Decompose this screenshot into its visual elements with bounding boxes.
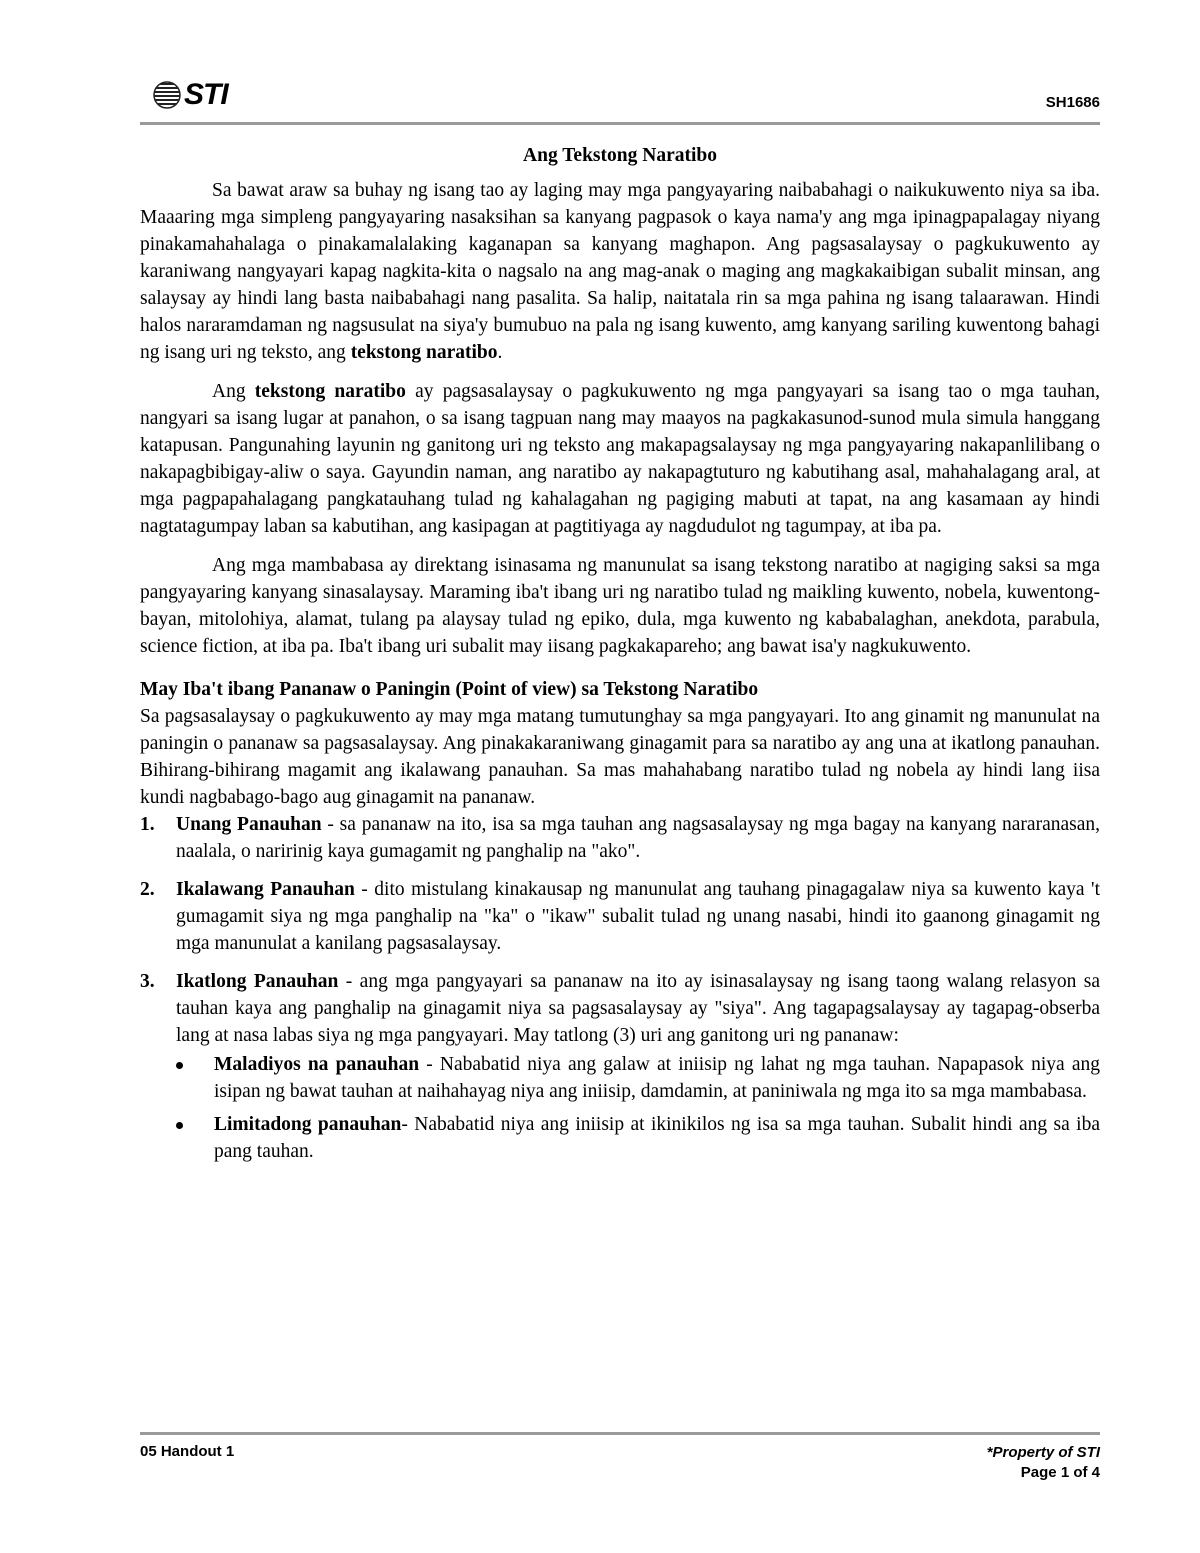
bold-term: tekstong naratibo (350, 342, 498, 363)
sub-list-item (176, 1111, 1100, 1165)
paragraph-1 (140, 177, 1100, 366)
header-divider (140, 122, 1100, 125)
sti-logo (152, 80, 228, 110)
list-term: Unang Panauhan (176, 814, 322, 835)
paragraph-text: ay pagsasalaysay o pagkukuwento ng mga pangyayari sa isang tao o mga tauhan, nangyari sa isang lugar at panahon, o sa isang tagpuan nang may maayos na pagkakasunod-sunod mula simula hanggang katapusan. Pangunahing layunin ng ganitong uri ng teksto ang makapagsalaysay ng mga pangyayaring nakapanlilibang o nakapagbibigay-aliw o saya. Gayundin naman, ang naratibo ay nakapagtuturo ng kabutihang asal, mahahalagang aral, at mga pagpapahalagang pangkatauhang tulad ng kahalagahan ng pagiging mabuti at tapat, na ang kasamaan ay hindi nagtatagumpay laban sa kabutihan, ang kasipagan at pagtitiyaga ay nagdudulot ng tagumpay, at iba pa. (140, 381, 1100, 537)
bold-term: tekstong naratibo (254, 381, 406, 402)
handout-label: 05 Handout 1 (140, 1443, 235, 1460)
paragraph-text: Ang (212, 381, 255, 402)
sub-list-item (176, 1051, 1100, 1105)
sub-list (176, 1051, 1100, 1165)
list-text: - ang mga pangyayari sa pananaw na ito ay isinasalaysay ng isang taong walang relasyon sa tauhan kaya ang panghalip na ginagamit niya sa pagsasalaysay ay "siya". Ang tagapagsalaysay ay tagapag-obserba lang at nasa labas siya ng mga pangyayari. May tatlong (3) uri ang ganitong uri ng pananaw: (176, 971, 1101, 1046)
list-text: - Nababatid niya ang iniisip at ikinikilos ng isa sa mga tauhan. Subalit hindi ang sa iba pang tauhan. (214, 1114, 1100, 1162)
list-term: Limitadong panauhan (214, 1114, 402, 1135)
logo-text: STI (184, 78, 228, 111)
list-term: Maladiyos na panauhan (214, 1054, 420, 1075)
paragraph-3: Ang mga mambabasa ay direktang isinasama ng manunulat sa isang tekstong naratibo at nagiging saksi sa mga pangyayaring kanyang sinasalaysay. Maraming iba't ibang uri ng naratibo tulad ng maikling kuwento, nobela, kuwentong-bayan, mitolohiya, alamat, tulang pa alaysay tulad ng epiko, dula, mga kuwento ng kababalaghan, anekdota, parabula, science fiction, at iba pa. Iba't ibang uri subalit may iisang pagkakapareho; ang bawat isa'y nagkukuwento. (140, 555, 1100, 657)
paragraph-text: . (497, 342, 503, 363)
footer-divider (140, 1432, 1100, 1435)
property-notice: *Property of STI (986, 1444, 1100, 1461)
bullet-icon (176, 1122, 183, 1129)
point-of-view-list (140, 811, 1100, 1165)
list-text: - sa pananaw na ito, isa sa mga tauhan ang nagsasalaysay ng mga bagay na kanyang nararanasan, naalala, o naririnig kaya gumagamit ng panghalip na "ako". (176, 814, 1100, 862)
list-text: - Nababatid niya ang galaw at iniisip ng lahat ng mga tauhan. Napapasok niya ang isipan ng bawat tauhan at naihahayag niya ang iniisip, damdamin, at paniniwala ng mga ito sa mga mambabasa. (214, 1054, 1100, 1102)
list-item (140, 876, 1100, 957)
list-number: 2. (140, 879, 155, 900)
list-item (140, 968, 1100, 1165)
list-item (140, 811, 1100, 865)
list-term: Ikalawang Panauhan (176, 879, 355, 900)
section-intro: Sa pagsasalaysay o pagkukuwento ay may mga matang tumutunghay sa mga pangyayari. Ito ang ginamit ng manunulat na paningin o pananaw sa pagsasalaysay. Ang pinakakaraniwang ginagamit para sa naratibo ay ang una at ikatlong panauhan. Bihirang-bihirang magamit ang ikalawang panauhan. Sa mas mahahabang naratibo tulad ng nobela ay hindi lang iisa kundi nagbabago-bago aug ginagamit na pananaw. (140, 706, 1100, 808)
page-title: Ang Tekstong Naratibo (523, 145, 717, 166)
list-text: - dito mistulang kinakausap ng manunulat ang tauhang pinagagalaw niya sa kuwento kaya 't gumagamit siya ng mga panghalip na "ka" o "ikaw" subalit tulad ng unang nasabi, hindi ito gaanong ginagamit ng mga manunulat a kanilang pagsasalaysay. (176, 879, 1100, 954)
bullet-icon (176, 1062, 183, 1069)
list-number: 1. (140, 814, 155, 835)
page-number: Page 1 of 4 (1020, 1464, 1100, 1481)
document-code: SH1686 (1045, 94, 1100, 111)
list-number: 3. (140, 971, 155, 992)
sti-globe-icon (152, 80, 182, 110)
list-term: Ikatlong Panauhan (176, 971, 339, 992)
footer-right (987, 1443, 1100, 1483)
paragraph-text: Sa bawat araw sa buhay ng isang tao ay laging may mga pangyayaring naibabahagi o naikukuwento niya sa iba. Maaaring mga simpleng pangyayaring nasaksihan sa kanyang pagpasok o kaya nama'y ang mga ipinagpapalagay niyang pinakamahahalaga o pinakamalalaking kaganapan sa kanyang maghapon. Ang pagsasalaysay o pagkukuwento ay karaniwang nangyayari kapag nagkita-kita o nagsalo na ang mag-anak o maging ang magkakaibigan subalit minsan, ang salaysay ay hindi lang basta naibabahagi nang pasalita. Sa halip, naitatala rin sa mga pahina ng isang talaarawan. Hindi halos nararamdaman ng nagsusulat na siya'y bumubuo na pala ng isang kuwento, amg kanyang sariling kuwentong bahagi ng isang uri ng teksto, ang (140, 180, 1100, 363)
section-heading: May Iba't ibang Pananaw o Paningin (Point of view) sa Tekstong Naratibo (140, 679, 759, 700)
page-header (140, 72, 1100, 124)
paragraph-2 (140, 378, 1100, 540)
document-body (140, 142, 1100, 1176)
